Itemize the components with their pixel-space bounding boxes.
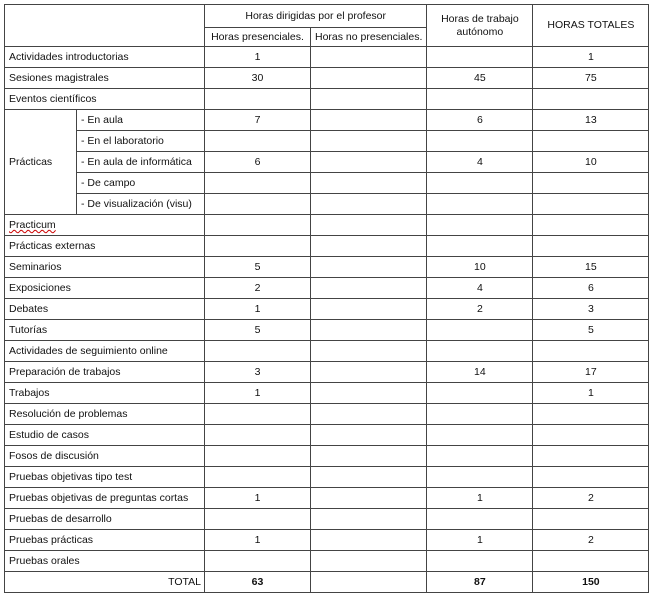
non-in-person-hours-cell — [311, 47, 427, 68]
practica-sublabel: - De campo — [77, 173, 205, 194]
table-row — [5, 89, 649, 110]
in-person-hours-cell — [205, 131, 311, 152]
in-person-hours-cell — [205, 173, 311, 194]
non-in-person-hours-cell — [311, 362, 427, 383]
in-person-hours-cell: 3 — [205, 362, 311, 383]
total-in-person-hours: 63 — [205, 572, 311, 593]
total-hours-cell: 5 — [533, 320, 649, 341]
autonomous-hours-cell: 1 — [427, 488, 533, 509]
activity-label: Trabajos — [5, 383, 205, 404]
activity-label: Pruebas prácticas — [5, 530, 205, 551]
table-row — [5, 341, 649, 362]
practica-sublabel: - De visualización (visu) — [77, 194, 205, 215]
activity-label: Exposiciones — [5, 278, 205, 299]
activity-label: Sesiones magistrales — [5, 68, 205, 89]
activity-label: Debates — [5, 299, 205, 320]
activity-label: Fosos de discusión — [5, 446, 205, 467]
table-row — [5, 236, 649, 257]
non-in-person-hours-cell — [311, 551, 427, 572]
activity-label: Pruebas de desarrollo — [5, 509, 205, 530]
total-hours-cell — [533, 173, 649, 194]
in-person-hours-cell — [205, 467, 311, 488]
non-in-person-hours-cell — [311, 425, 427, 446]
total-hours-cell — [533, 425, 649, 446]
practica-row — [5, 152, 649, 173]
activity-hours-table — [4, 4, 649, 593]
total-autonomous-hours: 87 — [427, 572, 533, 593]
in-person-hours-cell: 1 — [205, 47, 311, 68]
total-hours-cell: 13 — [533, 110, 649, 131]
non-in-person-hours-cell — [311, 446, 427, 467]
header-blank-cell — [5, 5, 205, 47]
total-hours-cell — [533, 236, 649, 257]
autonomous-hours-cell — [427, 194, 533, 215]
grand-total-hours: 150 — [533, 572, 649, 593]
non-in-person-hours-cell — [311, 341, 427, 362]
in-person-hours-cell: 5 — [205, 320, 311, 341]
activity-label: Actividades de seguimiento online — [5, 341, 205, 362]
autonomous-hours-cell — [427, 236, 533, 257]
non-in-person-hours-cell — [311, 404, 427, 425]
autonomous-hours-cell — [427, 173, 533, 194]
table-row — [5, 551, 649, 572]
in-person-hours-cell: 6 — [205, 152, 311, 173]
non-in-person-hours-cell — [311, 215, 427, 236]
total-hours-cell: 2 — [533, 530, 649, 551]
in-person-hours-cell — [205, 425, 311, 446]
in-person-hours-cell — [205, 404, 311, 425]
total-hours-cell — [533, 194, 649, 215]
in-person-hours-cell — [205, 551, 311, 572]
activity-label: Seminarios — [5, 257, 205, 278]
table-row — [5, 425, 649, 446]
total-hours-cell: 2 — [533, 488, 649, 509]
activity-hours-table-container — [4, 4, 649, 593]
activity-label: Pruebas orales — [5, 551, 205, 572]
in-person-hours-cell — [205, 446, 311, 467]
in-person-hours-cell: 7 — [205, 110, 311, 131]
autonomous-hours-cell — [427, 320, 533, 341]
autonomous-hours-cell — [427, 215, 533, 236]
total-hours-cell — [533, 89, 649, 110]
non-in-person-hours-cell — [311, 152, 427, 173]
non-in-person-hours-cell — [311, 278, 427, 299]
in-person-hours-cell: 1 — [205, 383, 311, 404]
practica-row — [5, 173, 649, 194]
total-label: TOTAL — [5, 572, 205, 593]
in-person-hours-cell: 1 — [205, 530, 311, 551]
autonomous-hours-cell — [427, 341, 533, 362]
autonomous-hours-cell — [427, 131, 533, 152]
autonomous-hours-cell: 2 — [427, 299, 533, 320]
autonomous-hours-cell: 10 — [427, 257, 533, 278]
in-person-hours-cell — [205, 215, 311, 236]
autonomous-hours-cell — [427, 551, 533, 572]
autonomous-hours-cell — [427, 446, 533, 467]
activity-label: Eventos científicos — [5, 89, 205, 110]
in-person-hours-cell — [205, 341, 311, 362]
total-hours-cell: 6 — [533, 278, 649, 299]
activity-label: Resolución de problemas — [5, 404, 205, 425]
table-row — [5, 257, 649, 278]
non-in-person-hours-cell — [311, 383, 427, 404]
activity-label: Pruebas objetivas de preguntas cortas — [5, 488, 205, 509]
autonomous-hours-cell: 45 — [427, 68, 533, 89]
activity-label: Pruebas objetivas tipo test — [5, 467, 205, 488]
practica-row — [5, 194, 649, 215]
total-hours-cell: 17 — [533, 362, 649, 383]
table-row — [5, 68, 649, 89]
non-in-person-hours-cell — [311, 236, 427, 257]
non-in-person-hours-cell — [311, 530, 427, 551]
total-row — [5, 572, 649, 593]
total-hours-cell — [533, 551, 649, 572]
non-in-person-hours-cell — [311, 509, 427, 530]
total-hours-cell — [533, 131, 649, 152]
non-in-person-hours-cell — [311, 89, 427, 110]
total-hours-cell: 75 — [533, 68, 649, 89]
autonomous-hours-cell — [427, 383, 533, 404]
autonomous-hours-cell: 4 — [427, 278, 533, 299]
table-row — [5, 383, 649, 404]
in-person-hours-cell: 5 — [205, 257, 311, 278]
total-hours-cell: 15 — [533, 257, 649, 278]
total-hours-cell: 1 — [533, 383, 649, 404]
practica-sublabel: - En el laboratorio — [77, 131, 205, 152]
total-non-in-person-hours — [311, 572, 427, 593]
practicas-group-label: Prácticas — [5, 110, 77, 215]
in-person-hours-cell — [205, 89, 311, 110]
table-row — [5, 404, 649, 425]
non-in-person-hours-cell — [311, 173, 427, 194]
header-autonomous-hours: Horas de trabajo autónomo — [427, 5, 533, 47]
table-row — [5, 509, 649, 530]
header-total-hours: HORAS TOTALES — [533, 5, 649, 47]
autonomous-hours-cell — [427, 425, 533, 446]
in-person-hours-cell — [205, 509, 311, 530]
autonomous-hours-cell — [427, 509, 533, 530]
table-row — [5, 467, 649, 488]
header-row-top — [5, 5, 649, 28]
autonomous-hours-cell — [427, 404, 533, 425]
table-row — [5, 320, 649, 341]
autonomous-hours-cell: 1 — [427, 530, 533, 551]
table-row — [5, 47, 649, 68]
table-row — [5, 215, 649, 236]
total-hours-cell: 1 — [533, 47, 649, 68]
autonomous-hours-cell: 14 — [427, 362, 533, 383]
non-in-person-hours-cell — [311, 68, 427, 89]
in-person-hours-cell: 1 — [205, 488, 311, 509]
non-in-person-hours-cell — [311, 488, 427, 509]
table-body — [5, 5, 649, 593]
total-hours-cell — [533, 341, 649, 362]
header-in-person-hours: Horas presenciales. — [205, 28, 311, 47]
header-non-in-person-hours: Horas no presenciales. — [311, 28, 427, 47]
activity-label: Prácticas externas — [5, 236, 205, 257]
autonomous-hours-cell — [427, 47, 533, 68]
non-in-person-hours-cell — [311, 257, 427, 278]
activity-label: Actividades introductorias — [5, 47, 205, 68]
practica-row — [5, 131, 649, 152]
autonomous-hours-cell: 6 — [427, 110, 533, 131]
table-row — [5, 488, 649, 509]
non-in-person-hours-cell — [311, 131, 427, 152]
in-person-hours-cell: 2 — [205, 278, 311, 299]
header-directed-hours: Horas dirigidas por el profesor — [205, 5, 427, 28]
in-person-hours-cell: 1 — [205, 299, 311, 320]
table-row — [5, 362, 649, 383]
total-hours-cell — [533, 404, 649, 425]
table-row — [5, 278, 649, 299]
in-person-hours-cell — [205, 194, 311, 215]
total-hours-cell — [533, 215, 649, 236]
activity-label: Practicum — [5, 215, 205, 236]
non-in-person-hours-cell — [311, 299, 427, 320]
in-person-hours-cell — [205, 236, 311, 257]
activity-label: Tutorías — [5, 320, 205, 341]
table-row — [5, 299, 649, 320]
activity-label: Estudio de casos — [5, 425, 205, 446]
practica-sublabel: - En aula de informática — [77, 152, 205, 173]
total-hours-cell — [533, 509, 649, 530]
non-in-person-hours-cell — [311, 467, 427, 488]
autonomous-hours-cell — [427, 467, 533, 488]
table-row — [5, 530, 649, 551]
non-in-person-hours-cell — [311, 194, 427, 215]
activity-label: Preparación de trabajos — [5, 362, 205, 383]
total-hours-cell: 10 — [533, 152, 649, 173]
in-person-hours-cell: 30 — [205, 68, 311, 89]
total-hours-cell — [533, 446, 649, 467]
table-row — [5, 446, 649, 467]
practica-row — [5, 110, 649, 131]
total-hours-cell — [533, 467, 649, 488]
total-hours-cell: 3 — [533, 299, 649, 320]
non-in-person-hours-cell — [311, 110, 427, 131]
autonomous-hours-cell: 4 — [427, 152, 533, 173]
autonomous-hours-cell — [427, 89, 533, 110]
non-in-person-hours-cell — [311, 320, 427, 341]
practica-sublabel: - En aula — [77, 110, 205, 131]
